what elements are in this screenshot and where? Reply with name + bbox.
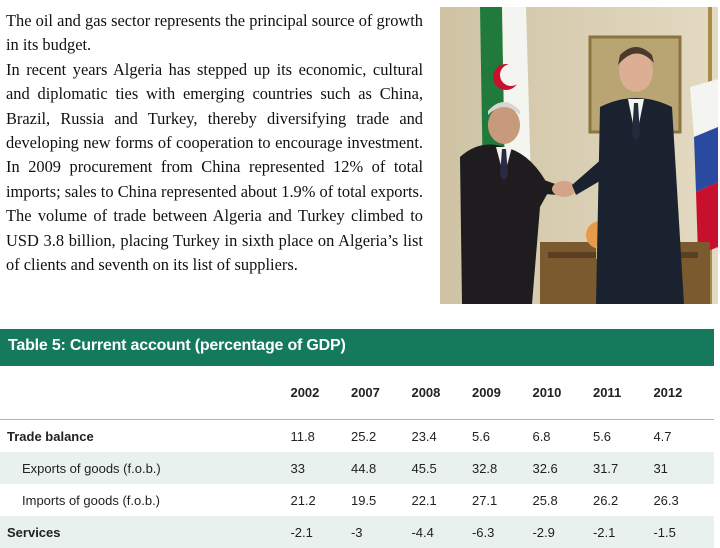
table-cell: 5.6	[472, 420, 533, 453]
table-cell: -3	[351, 516, 412, 548]
table-title-bar	[0, 329, 714, 366]
table-cell: -6.3	[472, 516, 533, 548]
handshake-photo	[440, 7, 718, 304]
table-cell: 31	[653, 452, 714, 484]
year-header: 2010	[532, 385, 562, 400]
table-cell: 11.8	[290, 420, 351, 453]
table-cell: 26.2	[592, 492, 619, 508]
table-row	[0, 420, 714, 453]
table-cell: 33	[290, 452, 351, 484]
table-cell: 25.2	[351, 420, 412, 453]
photo-illustration	[440, 7, 718, 304]
table-cell: 21.2	[290, 492, 316, 508]
table-cell: 44.8	[351, 452, 412, 484]
year-header: 2011	[592, 385, 622, 400]
table-cell: 45.5	[411, 452, 472, 484]
row-label: Services	[0, 516, 290, 548]
table-cell: -2.9	[532, 516, 593, 548]
table-cell: -1.5	[653, 516, 714, 548]
table-cell: -2.1	[593, 516, 653, 548]
row-label: Exports of goods (f.o.b.)	[0, 452, 290, 484]
table-cell: 26.3	[653, 492, 679, 508]
table-cell: 31.7	[593, 452, 653, 484]
row-label: Trade balance	[0, 420, 290, 453]
table-cell: 32.8	[472, 452, 533, 484]
table-cell: 27.1	[471, 492, 498, 508]
table-row	[0, 516, 714, 548]
paragraph-2: In recent years Algeria has stepped up its economic, cultural and diplomatic ties with emerging countries such as China, Brazil, Russia and Turkey, thereby diversifying trade and developing new forms of cooperation to encourage investment. In 2009 procurement from China represented 12% of total imports; sales to China represented about 1.9% of total exports. The volume of trade between Algeria and Turkey climbed to USD 3.8 billion, placing Turkey in sixth place on Algeria’s list of clients and seventh on its list of suppliers.	[6, 59, 423, 275]
current-account-table	[0, 366, 714, 548]
year-header: 2009	[471, 385, 501, 400]
header-empty-cell	[0, 366, 290, 420]
table-cell: 32.6	[532, 452, 593, 484]
year-header: 2008	[411, 385, 441, 400]
body-text	[6, 9, 423, 277]
year-header: 2007	[350, 385, 380, 400]
table-cell: -4.4	[411, 516, 472, 548]
table-header-row	[0, 366, 714, 420]
table-cell: 5.6	[593, 420, 653, 453]
table-cell: 23.4	[411, 420, 472, 453]
table-row	[0, 484, 714, 516]
table-cell: 25.8	[532, 492, 558, 508]
table-cell: 22.1	[411, 492, 437, 508]
year-header: 2012	[653, 385, 683, 400]
handshake	[552, 181, 576, 197]
paragraph-1: The oil and gas sector represents the principal source of growth in its budget.	[6, 11, 423, 55]
table-title: Table 5: Current account (percentage of GDP)	[8, 337, 346, 354]
table-cell: -2.1	[290, 516, 351, 548]
year-header: 2002	[290, 385, 320, 400]
table-row	[0, 452, 714, 484]
table-cell: 6.8	[532, 420, 593, 453]
row-label: Imports of goods (f.o.b.)	[22, 492, 161, 508]
table-cell: 4.7	[653, 420, 714, 453]
table-cell: 19.5	[350, 492, 377, 508]
